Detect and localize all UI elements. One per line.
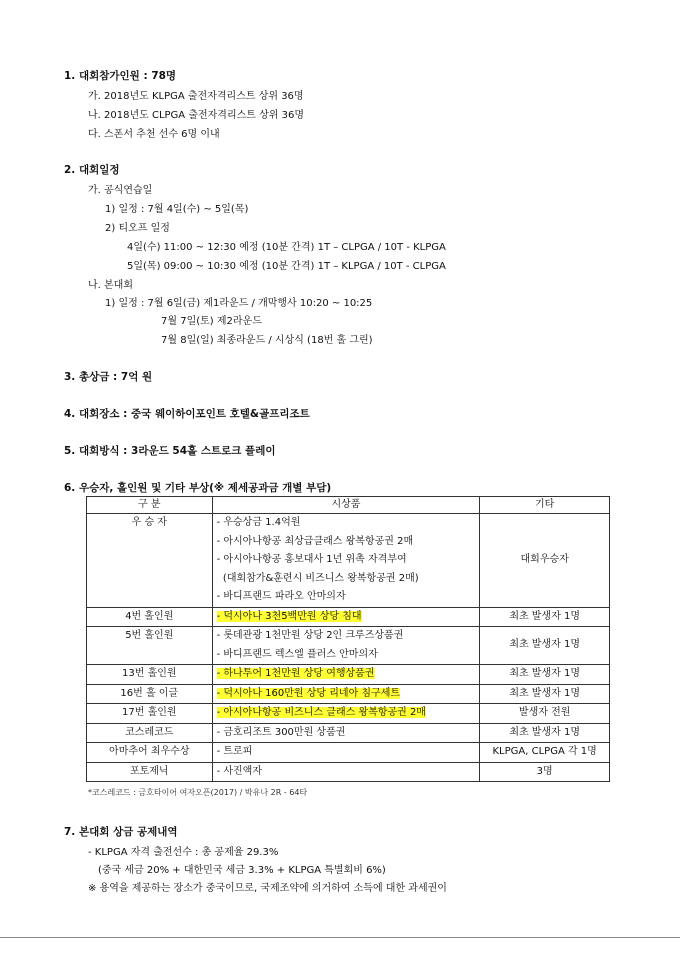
row-label: 16번 홀 이글: [87, 684, 213, 704]
prize-table: [86, 496, 610, 782]
prize-line: - 바디프랜드 렉스엘 플러스 안마의자: [216, 648, 378, 660]
highlighted-prize: - 하나투어 1천만원 상당 여행상품권: [216, 668, 375, 679]
row-prize: [212, 684, 480, 704]
table-row: [87, 762, 610, 782]
main-schedule-day3: 7월 8일(일) 최종라운드 / 시상식 (18번 홀 그린): [161, 335, 373, 346]
table-row: [87, 627, 610, 665]
main-schedule-day1: 1) 일정 : 7월 6일(금) 제1라운드 / 개막행사 10:20 ~ 10:25: [105, 298, 373, 309]
section-1-item-ga: 가. 2018년도 KLPGA 출전자격리스트 상위 36명: [88, 91, 304, 102]
section-2-title: 2. 대회일정: [64, 164, 120, 176]
prize-line: - 아시아나항공 홍보대사 1년 위촉 자격부여: [216, 554, 407, 565]
row-label: 코스레코드: [87, 723, 213, 743]
main-event-heading: 나. 본대회: [88, 280, 133, 291]
row-label: 포토제닉: [87, 762, 213, 782]
row-other: 3명: [480, 762, 610, 782]
row-prize: - 트로피: [212, 743, 480, 763]
header-other: 기타: [480, 497, 610, 514]
row-prize: [212, 665, 480, 685]
section-1-title: 1. 대회참가인원 : 78명: [64, 70, 177, 82]
table-header-row: [87, 497, 610, 514]
teeoff-day5: 5일(목) 09:00 ~ 10:30 예정 (10분 간격) 1T – KLPGA / 10T - CLPGA: [127, 261, 446, 272]
section-1-item-na: 나. 2018년도 CLPGA 출전자격리스트 상위 36명: [88, 110, 304, 121]
section-5-title: 5. 대회방식 : 3라운드 54홀 스트로크 플레이: [64, 445, 276, 457]
practice-day-heading: 가. 공식연습일: [88, 185, 153, 196]
row-label: 아마추어 최우수상: [87, 743, 213, 763]
section-3-title: 3. 총상금 : 7억 원: [64, 371, 153, 383]
prize-line: (대회참가&훈련시 비즈니스 왕복항공권 2매): [216, 572, 419, 584]
teeoff-day4: 4일(수) 11:00 ~ 12:30 예정 (10분 간격) 1T – CLPGA / 10T - KLPGA: [127, 242, 446, 253]
prize-line: - 우승상금 1.4억원: [216, 517, 301, 528]
table-row: [87, 743, 610, 763]
row-other: 발생자 전원: [480, 704, 610, 724]
highlighted-prize: - 덕시아나 3천5백만원 상당 침대: [216, 610, 362, 622]
row-prize: [212, 704, 480, 724]
row-prize: [212, 627, 480, 665]
row-other: 최초 발생자 1명: [480, 665, 610, 685]
row-label: 우 승 자: [87, 514, 213, 608]
table-row: [87, 514, 610, 608]
table-row: [87, 723, 610, 743]
row-other: KLPGA, CLPGA 각 1명: [480, 743, 610, 763]
table-row: [87, 607, 610, 627]
header-prize: 시상품: [212, 497, 480, 514]
winner-prizes: [212, 514, 480, 608]
deduction-rate: - KLPGA 자격 출전선수 : 총 공제율 29.3%: [88, 847, 279, 858]
course-record-note: *코스레코드 : 금호타이어 여자오픈(2017) / 박유나 2R - 64타: [88, 788, 308, 797]
page-divider: [0, 937, 680, 938]
row-other: 대회우승자: [480, 514, 610, 608]
table-row: [87, 665, 610, 685]
row-prize: - 사진액자: [212, 762, 480, 782]
highlighted-prize: - 덕시아나 160만원 상당 리네아 침구세트: [216, 687, 401, 699]
section-6-title: 6. 우승자, 홀인원 및 기타 부상(※ 제세공과금 개별 부담): [64, 482, 332, 494]
row-label: 5번 홀인원: [87, 627, 213, 665]
section-1-item-da: 다. 스폰서 추천 선수 6명 이내: [88, 129, 220, 140]
row-prize: - 금호리조트 300만원 상품권: [212, 723, 480, 743]
header-category: 구 분: [87, 497, 213, 514]
practice-schedule: 1) 일정 : 7월 4일(수) ~ 5일(목): [105, 204, 249, 215]
row-label: 13번 홀인원: [87, 665, 213, 685]
row-other: 최초 발생자 1명: [480, 684, 610, 704]
row-other: 최초 발생자 1명: [480, 723, 610, 743]
prize-line: - 바디프랜드 파라오 안마의자: [216, 591, 346, 602]
row-label: 17번 홀인원: [87, 704, 213, 724]
prize-line: - 롯데관광 1천만원 상당 2인 크루즈상품권: [216, 630, 404, 641]
row-other: 최초 발생자 1명: [480, 607, 610, 627]
row-other: 최초 발생자 1명: [480, 627, 610, 665]
table-row: [87, 684, 610, 704]
section-4-title: 4. 대회장소 : 중국 웨이하이포인트 호텔&골프리조트: [64, 408, 310, 420]
section-7-title: 7. 본대회 상금 공제내역: [64, 826, 178, 838]
row-prize: [212, 607, 480, 627]
teeoff-heading: 2) 티오프 일정: [105, 223, 170, 234]
highlighted-prize: - 아시아나항공 비즈니스 클래스 왕복항공권 2매: [216, 707, 426, 718]
deduction-breakdown: (중국 세금 20% + 대한민국 세금 3.3% + KLPGA 특별회비 6%): [98, 865, 386, 876]
row-label: 4번 홀인원: [87, 607, 213, 627]
tax-jurisdiction-note: ※ 용역을 제공하는 장소가 중국이므로, 국제조약에 의거하여 소득에 대한 과세권이: [88, 883, 447, 894]
table-row: [87, 704, 610, 724]
main-schedule-day2: 7월 7일(토) 제2라운드: [161, 316, 262, 327]
prize-line: - 아시아나항공 최상급클래스 왕복항공권 2매: [216, 535, 414, 547]
